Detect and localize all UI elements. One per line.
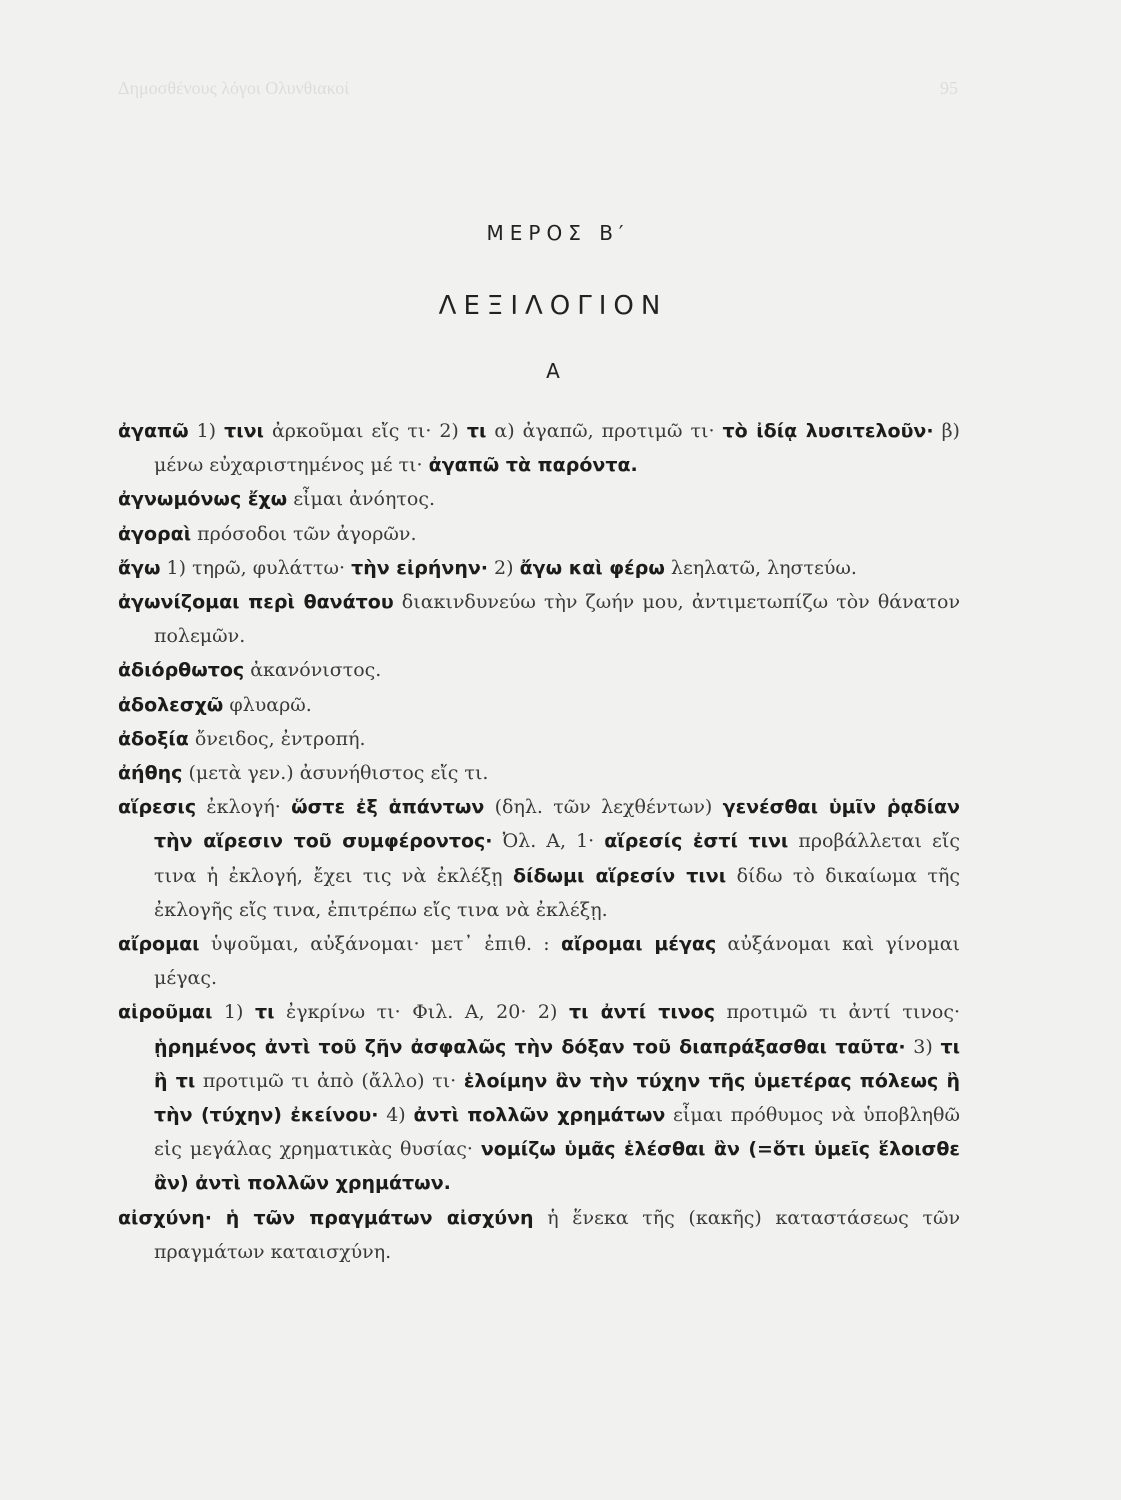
headword: ἀγαπῶ τὰ παρόντα. [428,454,638,477]
headword: τὸ ἰδίᾳ λυσιτελοῦν· [722,420,934,442]
headword: αἰσχύνη· [118,1206,213,1229]
definition-text: 3) [905,1035,941,1058]
definition-text: 1) [212,1001,255,1024]
headword: τὴν εἰρήνην· [351,556,489,579]
headword: ἄγω καὶ φέρω [519,556,665,579]
headword: ἀντὶ πολλῶν χρημάτων [413,1104,666,1127]
headword: ἡ τῶν πραγμάτων αἰσχύνη [225,1206,534,1229]
definition-text [212,1207,226,1229]
lexicon-entry [118,1201,960,1269]
headword: τι [254,1001,275,1024]
lexicon-entries [118,414,960,1269]
headword: ἑλοίμην ἂν τὴν τύχην τῆς ὑμετέρας πόλεως ἢ τὴν (τύχην) ἐκείνου· [154,1069,960,1127]
headword: αἴρομαι μέγας [560,933,717,956]
definition-text: εἶμαι ἀνόητος. [287,488,436,511]
headword: ἀδιόρθωτος [118,659,245,682]
definition-text: δίδω τὸ δικαίωμα τῆς ἐκλογῆς εἴς τινα, ἐπιτρέπω εἴς τινα νὰ ἐκλέξῃ. [154,864,960,921]
definition-text: ὑψοῦμαι, αὐξάνομαι· μετ᾽ ἐπιθ. : [199,933,561,956]
headword: ἀγωνίζομαι περὶ θανάτου [118,591,394,614]
definition-text: (δηλ. τῶν λεχθέντων) [484,796,723,819]
definition-text: φλυαρῶ. [223,693,312,716]
headword: αἴρομαι [118,933,200,956]
definition-text: ἐκλογή· [196,796,292,819]
headword: ἄγω [118,556,161,579]
running-header [118,78,958,104]
page-number: 95 [940,78,958,98]
headword: αἵρεσις [118,796,197,819]
lexicon-entry [118,790,960,927]
section-letter: Α [546,359,560,383]
part-title: ΜΕΡΟΣ Β′ [486,221,630,245]
lexicon-title: ΛΕΞΙΛΟΓΙΟΝ [438,291,668,321]
headword: τι [466,420,487,442]
definition-text: ὄνειδος, ἐντροπή. [188,727,366,750]
headword: τι ἀντί τινος [568,1001,716,1024]
headword: αἵρεσίς ἐστί τινι [604,830,789,853]
lexicon-entry [118,927,960,995]
lexicon-entry [118,995,960,1200]
definition-text: Ὀλ. Α, 1· [492,830,605,853]
definition-text: εἶμαι πρόθυμος νὰ ὑποβληθῶ εἰς μεγάλας χρηματικὰς θυσίας· [154,1104,960,1161]
definition-text: 1) [188,420,225,442]
lexicon-entry [118,551,960,585]
definition-text: 2) [488,556,520,579]
headword: ἀδοξία [118,727,189,750]
definition-text: προτιμῶ τι ἀντί τινος· [715,1001,960,1024]
headword: νομίζω ὑμᾶς ἑλέσθαι ἂν (=ὅτι ὑμεῖς ἕλοισθε ἂν) ἀντὶ πολλῶν χρημάτων. [154,1138,960,1195]
headword: δίδωμι αἵρεσίν τινι [513,864,727,887]
headword: ἀήθης [118,762,183,785]
lexicon-entry [118,414,960,482]
headword: ἀγνωμόνως ἔχω [118,488,288,511]
running-head-text: Δημοσθένους λόγοι Ολυνθιακοί [118,78,350,98]
definition-text: ἐγκρίνω τι· Φιλ. Α, 20· 2) [274,1001,569,1024]
lexicon-entry [118,722,960,756]
definition-text: προβάλλεται εἴς τινα ἡ ἐκλογή, ἔχει τις νὰ ἐκλέξῃ [154,830,960,887]
lexicon-entry [118,517,960,551]
definition-text: 4) [378,1104,414,1127]
definition-text: αὐξάνομαι καὶ γίνομαι μέγας. [154,933,960,990]
section-headings [118,220,958,384]
definition-text: προτιμῶ τι ἀπὸ (ἄλλο) τι· [195,1069,464,1092]
headword: ἀδολεσχῶ [118,693,224,716]
definition-text: διακινδυνεύω τὴν ζωήν μου, ἀντιμετωπίζω τὸν θάνατον πολεμῶν. [154,591,960,648]
lexicon-entry [118,756,960,790]
definition-text: β) μένω εὐχαριστημένος μέ τι· [154,420,960,477]
headword: ὥστε ἐξ ἁπάντων [291,796,485,819]
headword: αἱροῦμαι [118,1001,213,1024]
headword: ἀγοραὶ [118,522,192,545]
lexicon-entry [118,653,960,687]
headword: τινι [224,420,264,442]
definition-text: ἡ ἕνεκα τῆς (κακῆς) καταστάσεως τῶν πραγμάτων καταισχύνη. [154,1206,961,1263]
lexicon-entry [118,585,960,653]
definition-text: ἀκανόνιστος. [244,659,382,682]
lexicon-entry [118,482,960,516]
definition-text: 1) τηρῶ, φυλάττω· [160,556,352,579]
definition-text: λεηλατῶ, ληστεύω. [664,556,857,579]
headword: ᾑρημένος ἀντὶ τοῦ ζῆν ἀσφαλῶς τὴν δόξαν τοῦ διαπράξασθαι ταῦτα· [154,1035,906,1058]
definition-text: (μετὰ γεν.) ἀσυνήθιστος εἴς τι. [182,762,489,785]
headword: ἀγαπῶ [118,420,189,442]
headword: τι ἢ τι [154,1035,960,1092]
headword: γενέσθαι ὑμῖν ῥᾳδίαν τὴν αἵρεσιν τοῦ συμφέροντος· [154,796,960,853]
definition-text: πρόσοδοι τῶν ἀγορῶν. [191,522,417,545]
definition-text: α) ἀγαπῶ, προτιμῶ τι· [486,420,723,442]
lexicon-entry [118,688,960,722]
definition-text: ἀρκοῦμαι εἴς τι· 2) [263,420,467,442]
